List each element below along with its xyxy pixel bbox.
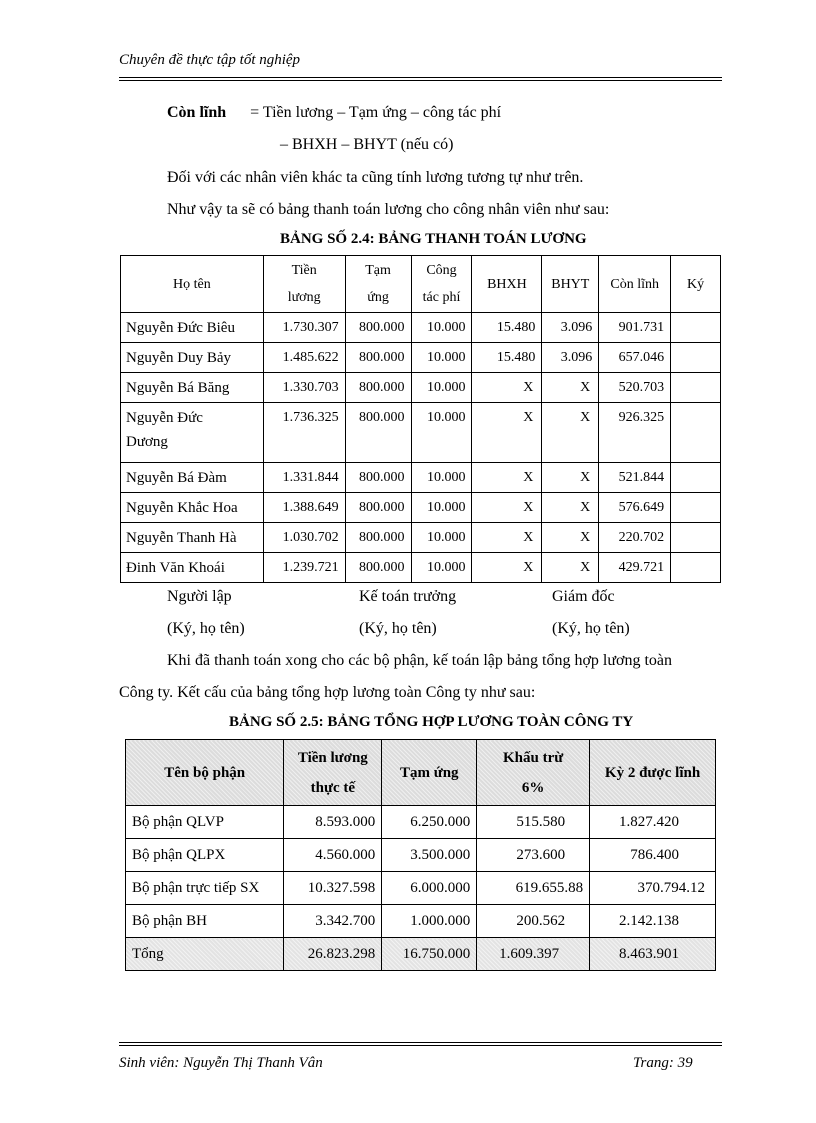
cell-period2: 2.142.138	[590, 905, 716, 938]
cell-bhxh: X	[472, 523, 542, 553]
cell-deduction: 515.580	[477, 806, 590, 839]
cell-period2: 786.400	[590, 839, 716, 872]
cell-advance: 1.000.000	[382, 905, 477, 938]
col-header-salary: Tiền lương	[263, 256, 345, 313]
cell-total-label: Tổng	[126, 938, 284, 971]
table-row	[126, 839, 716, 872]
cell-total-period2: 8.463.901	[590, 938, 716, 971]
cell-salary: 1.239.721	[263, 553, 345, 583]
table-row	[126, 806, 716, 839]
paragraph-3-line-2: Công ty. Kết cấu của bảng tổng hợp lương toàn Công ty như sau:	[119, 684, 536, 701]
table-24-header-row	[121, 256, 721, 313]
table-row	[126, 905, 716, 938]
col-header-fee: Công tác phí	[411, 256, 472, 313]
cell-advance: 6.250.000	[382, 806, 477, 839]
cell-actual-salary: 3.342.700	[284, 905, 382, 938]
cell-remain: 429.721	[599, 553, 671, 583]
cell-name: Nguyễn Bá Băng	[121, 373, 264, 403]
cell-remain: 901.731	[599, 313, 671, 343]
col-header-sign: Ký	[671, 256, 721, 313]
cell-deduction: 619.655.88	[477, 872, 590, 905]
formula-line-1	[167, 104, 501, 122]
cell-fee: 10.000	[411, 403, 472, 463]
paragraph-3-line-1: Khi đã thanh toán xong cho các bộ phận, kế toán lập bảng tổng hợp lương toàn	[167, 652, 673, 669]
header-rule-top	[119, 77, 722, 78]
company-salary-summary-table	[125, 739, 716, 971]
paragraph-2: Như vậy ta sẽ có bảng thanh toán lương cho công nhân viên như sau:	[167, 201, 610, 218]
formula-label: Còn lĩnh	[167, 104, 227, 121]
cell-period2: 370.794.12	[590, 872, 716, 905]
cell-salary: 1.331.844	[263, 463, 345, 493]
table-row	[121, 463, 721, 493]
cell-sign	[671, 463, 721, 493]
cell-bhxh: X	[472, 553, 542, 583]
cell-bhyt: X	[542, 553, 599, 583]
table-row	[121, 373, 721, 403]
table-row	[126, 872, 716, 905]
cell-sign	[671, 313, 721, 343]
cell-sign	[671, 553, 721, 583]
cell-remain: 521.844	[599, 463, 671, 493]
cell-advance: 800.000	[345, 463, 411, 493]
cell-dept: Bộ phận QLVP	[126, 806, 284, 839]
cell-dept: Bộ phận trực tiếp SX	[126, 872, 284, 905]
signature-chief-accountant: Kế toán trưởng	[359, 588, 457, 605]
cell-advance: 800.000	[345, 493, 411, 523]
cell-bhxh: X	[472, 493, 542, 523]
table-row	[121, 523, 721, 553]
footer-page-number: Trang: 39	[633, 1055, 693, 1071]
salary-payment-table	[120, 255, 721, 583]
cell-fee: 10.000	[411, 343, 472, 373]
cell-bhxh: X	[472, 403, 542, 463]
table-row	[121, 553, 721, 583]
cell-fee: 10.000	[411, 313, 472, 343]
signature-director: Giám đốc	[552, 588, 615, 605]
cell-bhxh: X	[472, 373, 542, 403]
col-header-period2: Kỳ 2 được lĩnh	[590, 740, 716, 806]
cell-salary: 1.730.307	[263, 313, 345, 343]
table-25-header-row	[126, 740, 716, 806]
cell-advance: 3.500.000	[382, 839, 477, 872]
cell-advance: 800.000	[345, 403, 411, 463]
col-header-bhyt: BHYT	[542, 256, 599, 313]
cell-advance: 800.000	[345, 343, 411, 373]
cell-remain: 657.046	[599, 343, 671, 373]
col-header-advance: Tạm ứng	[345, 256, 411, 313]
signature-note-chief-accountant: (Ký, họ tên)	[359, 620, 437, 637]
cell-salary: 1.485.622	[263, 343, 345, 373]
cell-sign	[671, 523, 721, 553]
cell-salary: 1.330.703	[263, 373, 345, 403]
cell-fee: 10.000	[411, 373, 472, 403]
cell-advance: 800.000	[345, 553, 411, 583]
cell-advance: 800.000	[345, 313, 411, 343]
cell-deduction: 273.600	[477, 839, 590, 872]
cell-fee: 10.000	[411, 493, 472, 523]
paragraph-1: Đối với các nhân viên khác ta cũng tính lương tương tự như trên.	[167, 169, 584, 186]
cell-actual-salary: 4.560.000	[284, 839, 382, 872]
formula-expression: = Tiền lương – Tạm ứng – công tác phí	[250, 104, 502, 121]
col-header-dept: Tên bộ phận	[126, 740, 284, 806]
cell-name: Nguyễn Đức Biêu	[121, 313, 264, 343]
cell-bhyt: 3.096	[542, 313, 599, 343]
cell-total-deduction: 1.609.397	[477, 938, 590, 971]
cell-name: Đinh Văn Khoái	[121, 553, 264, 583]
col-header-deduction: Khấu trừ 6%	[477, 740, 590, 806]
cell-remain: 520.703	[599, 373, 671, 403]
cell-dept: Bộ phận QLPX	[126, 839, 284, 872]
cell-bhyt: X	[542, 403, 599, 463]
cell-actual-salary: 8.593.000	[284, 806, 382, 839]
table-total-row	[126, 938, 716, 971]
cell-remain: 576.649	[599, 493, 671, 523]
header-rule-bottom	[119, 80, 722, 81]
cell-fee: 10.000	[411, 523, 472, 553]
cell-salary: 1.736.325	[263, 403, 345, 463]
table-row	[121, 313, 721, 343]
cell-bhyt: X	[542, 523, 599, 553]
cell-bhyt: 3.096	[542, 343, 599, 373]
cell-name: Nguyễn Đức Dương	[121, 403, 264, 463]
cell-name: Nguyễn Bá Đàm	[121, 463, 264, 493]
cell-bhxh: 15.480	[472, 313, 542, 343]
footer-student: Sinh viên: Nguyễn Thị Thanh Vân	[119, 1055, 323, 1071]
cell-dept: Bộ phận BH	[126, 905, 284, 938]
cell-bhxh: X	[472, 463, 542, 493]
signature-creator: Người lập	[167, 588, 232, 605]
cell-remain: 926.325	[599, 403, 671, 463]
footer-rule-bottom	[119, 1045, 722, 1046]
table-24-title: BẢNG SỐ 2.4: BẢNG THANH TOÁN LƯƠNG	[280, 231, 587, 247]
formula-line-2: – BHXH – BHYT (nếu có)	[280, 136, 454, 153]
cell-name: Nguyễn Duy Bảy	[121, 343, 264, 373]
cell-bhyt: X	[542, 373, 599, 403]
signature-note-director: (Ký, họ tên)	[552, 620, 630, 637]
cell-advance: 800.000	[345, 523, 411, 553]
cell-salary: 1.388.649	[263, 493, 345, 523]
cell-sign	[671, 373, 721, 403]
table-row	[121, 493, 721, 523]
cell-sign	[671, 403, 721, 463]
cell-sign	[671, 343, 721, 373]
header-title: Chuyên đề thực tập tốt nghiệp	[119, 52, 301, 68]
cell-fee: 10.000	[411, 463, 472, 493]
col-header-actual-salary: Tiền lương thực tế	[284, 740, 382, 806]
cell-bhxh: 15.480	[472, 343, 542, 373]
cell-total-advance: 16.750.000	[382, 938, 477, 971]
table-row	[121, 343, 721, 373]
signature-note-creator: (Ký, họ tên)	[167, 620, 245, 637]
cell-bhyt: X	[542, 463, 599, 493]
cell-bhyt: X	[542, 493, 599, 523]
table-25-title: BẢNG SỐ 2.5: BẢNG TỔNG HỢP LƯƠNG TOÀN CÔNG TY	[229, 714, 634, 730]
table-row	[121, 403, 721, 463]
cell-actual-salary: 10.327.598	[284, 872, 382, 905]
col-header-advance: Tạm ứng	[382, 740, 477, 806]
col-header-remain: Còn lĩnh	[599, 256, 671, 313]
cell-advance: 6.000.000	[382, 872, 477, 905]
col-header-name: Họ tên	[121, 256, 264, 313]
footer-rule-top	[119, 1042, 722, 1043]
cell-advance: 800.000	[345, 373, 411, 403]
cell-fee: 10.000	[411, 553, 472, 583]
cell-name: Nguyễn Khắc Hoa	[121, 493, 264, 523]
cell-total-salary: 26.823.298	[284, 938, 382, 971]
cell-remain: 220.702	[599, 523, 671, 553]
cell-sign	[671, 493, 721, 523]
cell-period2: 1.827.420	[590, 806, 716, 839]
cell-salary: 1.030.702	[263, 523, 345, 553]
cell-name: Nguyễn Thanh Hà	[121, 523, 264, 553]
cell-deduction: 200.562	[477, 905, 590, 938]
col-header-bhxh: BHXH	[472, 256, 542, 313]
